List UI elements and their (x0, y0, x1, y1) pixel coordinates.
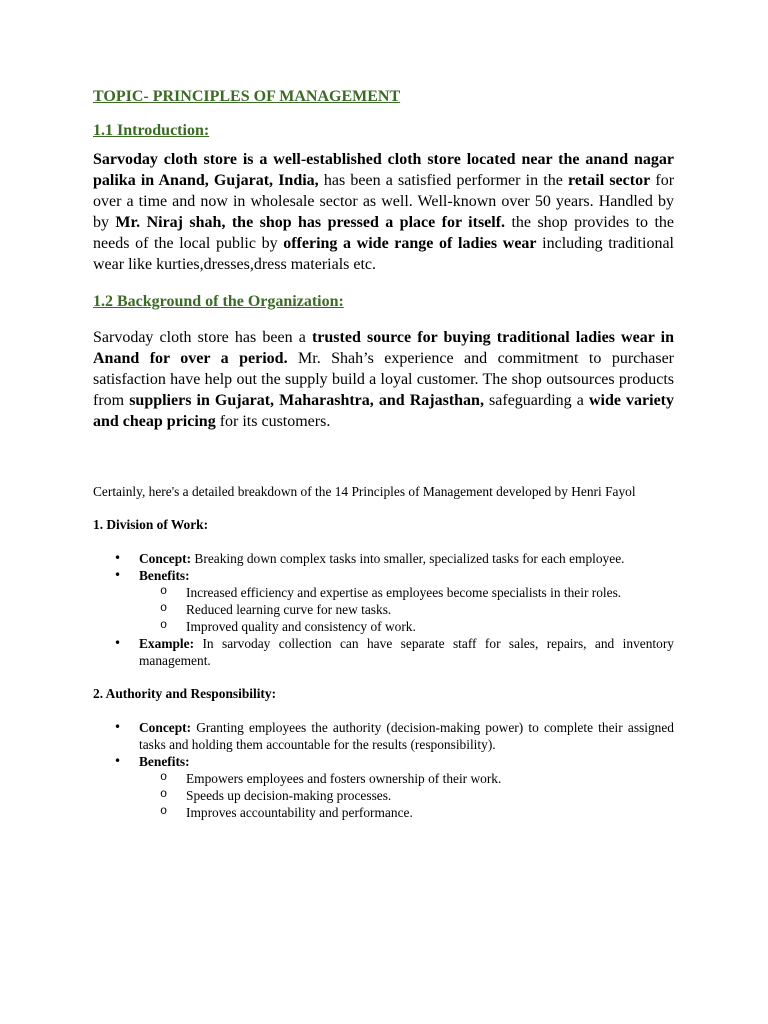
principle-2-list (93, 719, 674, 821)
list-item: o Improved quality and consistency of work. (139, 618, 674, 635)
document-body (93, 86, 674, 821)
list-item: o Improves accountability and performance. (139, 804, 674, 821)
principle-2-benefits: • Benefits: o Empowers employees and fosters ownership of their work. o Speeds up decision-making processes. o Improves accountability and performance. (93, 753, 674, 821)
principle-1-example: • Example: In sarvoday collection can have separate staff for sales, repairs, and inventory management. (93, 635, 674, 669)
list-item: o Reduced learning curve for new tasks. (139, 601, 674, 618)
principle-2-benefits-list (139, 770, 674, 821)
topic-heading: TOPIC- PRINCIPLES OF MANAGEMENT (93, 88, 401, 105)
introduction-heading: 1.1 Introduction: (93, 122, 210, 139)
list-item: o Increased efficiency and expertise as employees become specialists in their roles. (139, 584, 674, 601)
list-item: o Speeds up decision-making processes. (139, 787, 674, 804)
principle-2-concept: • Concept: Granting employees the authority (decision-making power) to complete their assigned tasks and holding them accountable for the results (responsibility). (93, 719, 674, 753)
background-heading: 1.2 Background of the Organization: (93, 293, 344, 310)
list-item: o Empowers employees and fosters ownership of their work. (139, 770, 674, 787)
background-paragraph: Sarvoday cloth store has been a trusted source for buying traditional ladies wear in Anand for over a period. Mr. Shah’s experience and commitment to purchaser satisfaction have help out the supply build a loyal customer. The shop outsources products from suppliers in Gujarat, Maharashtra, and Rajasthan, safeguarding a wide variety and cheap pricing for its customers. (93, 329, 675, 430)
principle-1-title: 1. Division of Work: (93, 517, 209, 532)
principle-1-list (93, 550, 674, 669)
principle-1-concept: • Concept: Breaking down complex tasks into smaller, specialized tasks for each employee. (93, 550, 674, 567)
principle-2-title: 2. Authority and Responsibility: (93, 686, 277, 701)
breakdown-intro-paragraph: Certainly, here's a detailed breakdown of the 14 Principles of Management developed by Henri Fayol (93, 484, 636, 499)
introduction-paragraph: Sarvoday cloth store is a well-established cloth store located near the anand nagar palika in Anand, Gujarat, India, has been a satisfied performer in the retail sector for over a time and now in wholesale sector as well. Well-known over 50 years. Handled by by Mr. Niraj shah, the shop has pressed a place for itself. the shop provides to the needs of the local public by offering a wide range of ladies wear including traditional wear like kurties,dresses,dress materials etc. (93, 151, 675, 273)
principle-1-benefits: • Benefits: o Increased efficiency and expertise as employees become specialists in their roles. o Reduced learning curve for new tasks. o Improved quality and consistency of work. (93, 567, 674, 635)
principle-1-benefits-list (139, 584, 674, 635)
